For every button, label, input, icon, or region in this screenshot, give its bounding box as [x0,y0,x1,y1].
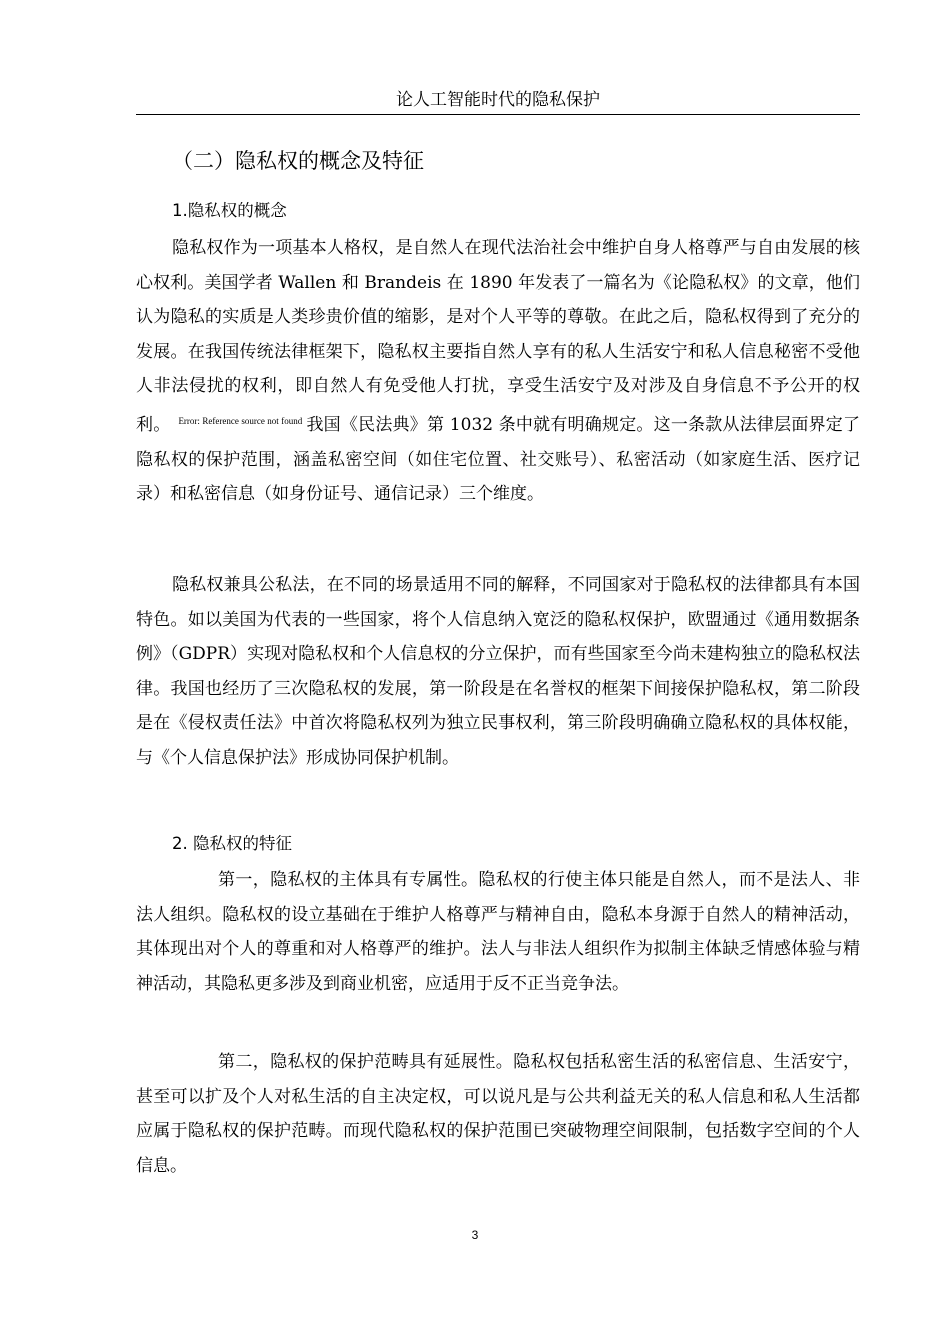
subsection-2-heading: 2. 隐私权的特征 [172,834,292,853]
concept-paragraph-2: 隐私权兼具公私法，在不同的场景适用不同的解释，不同国家对于隐私权的法律都具有本国特色。如以美国为代表的一些国家，将个人信息纳入宽泛的隐私权保护，欧盟通过《通用数据条例》（GDPR）实现对隐私权和个人信息权的分立保护，而有些国家至今尚未建构独立的隐私权法律。我国也经历了三次隐私权的发展，第一阶段是在名誉权的框架下间接保护隐私权，第二阶段是在《侵权责任法》中首次将隐私权列为独立民事权利，第三阶段明确确立隐私权的具体权能，与《个人信息保护法》形成协同保护机制。 [136,575,860,768]
feature-paragraph-2: 第二，隐私权的保护范畴具有延展性。隐私权包括私密生活的私密信息、生活安宁，甚至可以扩及个人对私生活的自主决定权，可以说凡是与公共利益无关的私人信息和私人生活都应属于隐私权的保护范畴。而现代隐私权的保护范围已突破物理空间限制，包括数字空间的个人信息。 [136,1052,860,1176]
section-title: （二）隐私权的概念及特征 [172,149,424,173]
concept-paragraph-1-text-b: 我国《民法典》第 1032 条中就有明确规定。这一条款从法律层面界定了隐私权的保护范围，涵盖私密空间（如住宅位置、社交账号）、私密活动（如家庭生活、医疗记录）和私密信息（如身份证号、通信记录）三个维度。 [136,414,860,505]
concept-paragraph-1 [136,231,860,512]
subsection-1-heading: 1.隐私权的概念 [172,201,287,220]
concept-paragraph-1-text-a: 隐私权作为一项基本人格权，是自然人在现代法治社会中维护自身人格尊严与自由发展的核心权利。美国学者 Wallen 和 Brandeis 在 1890 年发表了一篇名为《论隐私权》的文章，他们认为隐私的实质是人类珍贵价值的缩影，是对个人平等的尊敬。在此之后，隐私权得到了充分的发展。在我国传统法律框架下，隐私权主要指自然人享有的私人生活安宁和私人信息秘密不受他人非法侵扰的权利，即自然人有免受他人打扰，享受生活安宁及对涉及自身信息不予公开的权利。 [136,238,860,435]
page-number: 3 [471,1228,479,1242]
header-title: 论人工智能时代的隐私保护 [396,90,600,110]
reference-error-note: Error: Reference source not found [178,415,303,426]
page-header [136,88,860,115]
feature-paragraph-1: 第一，隐私权的主体具有专属性。隐私权的行使主体只能是自然人，而不是法人、非法人组织。隐私权的设立基础在于维护人格尊严与精神自由，隐私本身源于自然人的精神活动，其体现出对个人的尊重和对人格尊严的维护。法人与非法人组织作为拟制主体缺乏情感体验与精神活动，其隐私更多涉及到商业机密，应适用于反不正当竞争法。 [136,870,860,994]
